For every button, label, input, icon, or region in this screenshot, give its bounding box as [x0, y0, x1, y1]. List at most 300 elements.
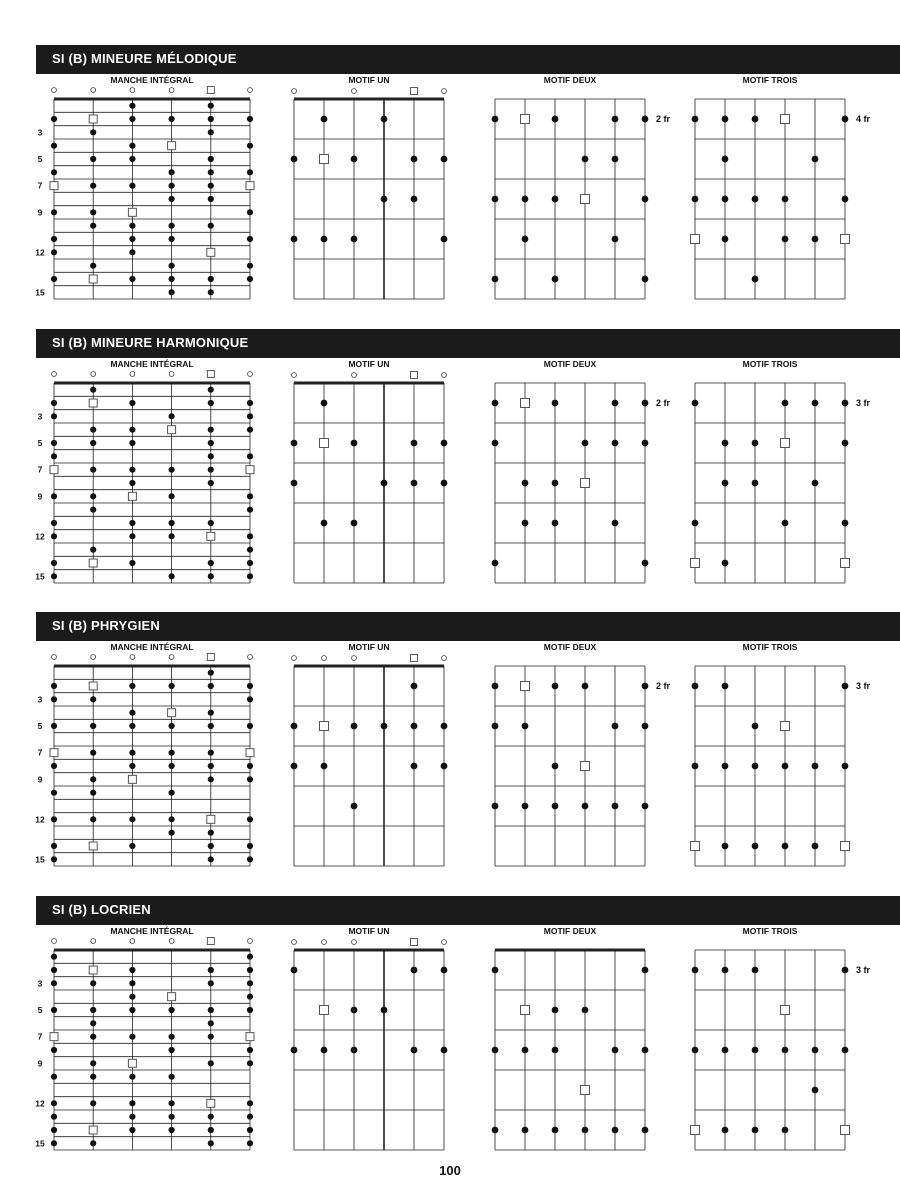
note-dot: [321, 116, 328, 123]
open-root-square: [411, 655, 418, 662]
root-note-square: [581, 195, 590, 204]
note-dot: [247, 493, 253, 499]
open-root-square: [207, 654, 214, 661]
note-dot: [247, 143, 253, 149]
note-dot: [612, 400, 619, 407]
note-dot: [90, 1074, 96, 1080]
root-note-square: [691, 235, 700, 244]
root-note-square: [841, 235, 850, 244]
open-string-circle: [130, 939, 135, 944]
open-string-circle: [442, 89, 447, 94]
diagram-title: MANCHE INTÉGRAL: [110, 359, 194, 369]
note-dot: [169, 493, 175, 499]
note-dot: [129, 750, 135, 756]
note-dot: [722, 196, 729, 203]
note-dot: [129, 400, 135, 406]
pattern-grid: [495, 950, 645, 1150]
note-dot: [247, 560, 253, 566]
note-dot: [782, 196, 789, 203]
note-dot: [642, 1127, 649, 1134]
note-dot: [90, 183, 96, 189]
fret-number: 5: [37, 1005, 43, 1015]
note-dot: [812, 480, 819, 487]
note-dot: [169, 467, 175, 473]
note-dot: [321, 1047, 328, 1054]
diagram-title: MOTIF TROIS: [742, 926, 798, 936]
fret-number: 7: [37, 180, 43, 191]
note-dot: [169, 790, 175, 796]
note-dot: [351, 723, 358, 730]
root-note-square: [841, 842, 850, 851]
note-dot: [582, 1007, 589, 1014]
note-dot: [169, 169, 175, 175]
note-dot: [441, 440, 448, 447]
note-dot: [247, 1127, 253, 1133]
note-dot: [492, 276, 499, 283]
note-dot: [90, 427, 96, 433]
note-dot: [582, 440, 589, 447]
note-dot: [169, 723, 175, 729]
fret-number: 7: [37, 747, 43, 758]
note-dot: [492, 196, 499, 203]
note-dot: [51, 413, 57, 419]
note-dot: [129, 994, 135, 1000]
note-dot: [441, 236, 448, 243]
note-dot: [321, 236, 328, 243]
diagram-title: MOTIF DEUX: [543, 359, 597, 369]
note-dot: [51, 453, 57, 459]
fret-position-label: 2 fr: [656, 114, 671, 124]
note-dot: [90, 1007, 96, 1013]
note-dot: [129, 156, 135, 162]
open-string-circle: [52, 655, 57, 660]
note-dot: [692, 520, 699, 527]
note-dot: [582, 156, 589, 163]
open-string-circle: [130, 655, 135, 660]
note-dot: [208, 467, 214, 473]
open-string-circle: [248, 88, 253, 93]
note-dot: [247, 994, 253, 1000]
fret-position-label: 3 fr: [856, 965, 871, 975]
note-dot: [492, 560, 499, 567]
note-dot: [247, 1140, 253, 1146]
note-dot: [51, 116, 57, 122]
note-dot: [208, 169, 214, 175]
note-dot: [812, 763, 819, 770]
note-dot: [129, 480, 135, 486]
note-dot: [582, 1127, 589, 1134]
note-dot: [812, 843, 819, 850]
open-string-circle: [91, 939, 96, 944]
note-dot: [247, 400, 253, 406]
note-dot: [129, 1114, 135, 1120]
note-dot: [90, 723, 96, 729]
note-dot: [752, 196, 759, 203]
note-dot: [129, 1100, 135, 1106]
note-dot: [51, 856, 57, 862]
note-dot: [208, 560, 214, 566]
open-string-circle: [292, 656, 297, 661]
note-dot: [492, 400, 499, 407]
note-dot: [51, 1047, 57, 1053]
note-dot: [247, 116, 253, 122]
fret-number: 12: [35, 1098, 45, 1109]
note-dot: [247, 763, 253, 769]
note-dot: [812, 1047, 819, 1054]
open-string-circle: [248, 655, 253, 660]
root-note-square: [246, 182, 254, 190]
open-string-circle: [352, 89, 357, 94]
note-dot: [90, 1020, 96, 1026]
note-dot: [51, 1100, 57, 1106]
note-dot: [90, 156, 96, 162]
note-dot: [642, 1047, 649, 1054]
note-dot: [842, 440, 849, 447]
fret-number: 5: [37, 154, 43, 164]
note-dot: [381, 723, 388, 730]
note-dot: [441, 967, 448, 974]
section-banner: [36, 329, 900, 358]
note-dot: [208, 183, 214, 189]
note-dot: [208, 763, 214, 769]
note-dot: [169, 1034, 175, 1040]
root-note-square: [246, 749, 254, 757]
open-root-square: [411, 939, 418, 946]
note-dot: [129, 276, 135, 282]
note-dot: [129, 710, 135, 716]
open-string-circle: [169, 88, 174, 93]
pattern-grid: [495, 383, 645, 583]
note-dot: [247, 507, 253, 513]
note-dot: [247, 1060, 253, 1066]
root-note-square: [841, 1126, 850, 1135]
root-note-square: [581, 1086, 590, 1095]
root-note-square: [128, 775, 136, 783]
note-dot: [129, 1007, 135, 1013]
note-dot: [812, 156, 819, 163]
note-dot: [129, 520, 135, 526]
open-root-square: [207, 938, 214, 945]
fret-position-label: 4 fr: [856, 114, 871, 124]
note-dot: [752, 723, 759, 730]
note-dot: [51, 276, 57, 282]
root-note-square: [207, 1099, 215, 1107]
note-dot: [247, 169, 253, 175]
note-dot: [842, 400, 849, 407]
note-dot: [90, 696, 96, 702]
note-dot: [351, 440, 358, 447]
note-dot: [612, 1047, 619, 1054]
note-dot: [51, 1074, 57, 1080]
note-dot: [208, 670, 214, 676]
open-string-circle: [352, 656, 357, 661]
diagram-title: MOTIF TROIS: [742, 642, 798, 652]
note-dot: [842, 763, 849, 770]
note-dot: [129, 223, 135, 229]
note-dot: [129, 1034, 135, 1040]
note-dot: [51, 400, 57, 406]
note-dot: [552, 480, 559, 487]
note-dot: [169, 263, 175, 269]
root-note-square: [89, 682, 97, 690]
note-dot: [51, 696, 57, 702]
full-neck-grid: [54, 383, 250, 583]
note-dot: [90, 467, 96, 473]
note-dot: [247, 954, 253, 960]
note-dot: [51, 1140, 57, 1146]
note-dot: [642, 723, 649, 730]
fret-number: 9: [37, 1058, 43, 1069]
open-string-circle: [442, 373, 447, 378]
pattern-grid: [294, 383, 444, 583]
note-dot: [90, 750, 96, 756]
note-dot: [612, 1127, 619, 1134]
note-dot: [381, 480, 388, 487]
open-string-circle: [352, 373, 357, 378]
note-dot: [208, 103, 214, 109]
note-dot: [441, 156, 448, 163]
note-dot: [411, 156, 418, 163]
note-dot: [411, 196, 418, 203]
note-dot: [812, 1087, 819, 1094]
note-dot: [169, 223, 175, 229]
note-dot: [169, 1047, 175, 1053]
scale-section: [0, 612, 900, 894]
note-dot: [291, 723, 298, 730]
root-note-square: [128, 208, 136, 216]
note-dot: [129, 967, 135, 973]
root-note-square: [691, 559, 700, 568]
note-dot: [782, 843, 789, 850]
note-dot: [247, 547, 253, 553]
note-dot: [129, 103, 135, 109]
note-dot: [208, 129, 214, 135]
note-dot: [752, 1127, 759, 1134]
open-string-circle: [442, 940, 447, 945]
note-dot: [642, 967, 649, 974]
note-dot: [381, 196, 388, 203]
note-dot: [552, 763, 559, 770]
note-dot: [247, 453, 253, 459]
note-dot: [208, 710, 214, 716]
note-dot: [247, 533, 253, 539]
open-string-circle: [248, 372, 253, 377]
note-dot: [722, 440, 729, 447]
note-dot: [842, 967, 849, 974]
note-dot: [51, 249, 57, 255]
note-dot: [842, 683, 849, 690]
note-dot: [208, 427, 214, 433]
diagram-title: MOTIF UN: [348, 359, 390, 369]
note-dot: [51, 209, 57, 215]
diagram-title: MOTIF DEUX: [543, 75, 597, 85]
note-dot: [782, 236, 789, 243]
open-root-square: [411, 88, 418, 95]
note-dot: [582, 683, 589, 690]
root-note-square: [89, 275, 97, 283]
note-dot: [208, 967, 214, 973]
note-dot: [90, 776, 96, 782]
root-note-square: [89, 399, 97, 407]
note-dot: [169, 276, 175, 282]
note-dot: [208, 1007, 214, 1013]
open-string-circle: [91, 372, 96, 377]
fret-number: 9: [37, 774, 43, 785]
fret-number: 12: [35, 814, 45, 825]
note-dot: [642, 400, 649, 407]
note-dot: [552, 1127, 559, 1134]
note-dot: [90, 1140, 96, 1146]
note-dot: [642, 440, 649, 447]
note-dot: [291, 1047, 298, 1054]
note-dot: [51, 843, 57, 849]
diagram-row: [0, 641, 900, 894]
note-dot: [782, 1127, 789, 1134]
note-dot: [51, 954, 57, 960]
fret-position-label: 3 fr: [856, 398, 871, 408]
note-dot: [247, 967, 253, 973]
full-neck-grid: [54, 666, 250, 866]
note-dot: [441, 1047, 448, 1054]
open-string-circle: [52, 88, 57, 93]
fret-number: 5: [37, 438, 43, 448]
note-dot: [208, 573, 214, 579]
note-dot: [129, 143, 135, 149]
note-dot: [90, 223, 96, 229]
note-dot: [90, 547, 96, 553]
note-dot: [441, 763, 448, 770]
note-dot: [692, 763, 699, 770]
note-dot: [90, 1060, 96, 1066]
note-dot: [642, 116, 649, 123]
note-dot: [351, 156, 358, 163]
root-note-square: [781, 722, 790, 731]
fret-number: 9: [37, 491, 43, 502]
note-dot: [522, 803, 529, 810]
note-dot: [351, 1047, 358, 1054]
note-dot: [247, 413, 253, 419]
note-dot: [411, 723, 418, 730]
note-dot: [169, 816, 175, 822]
note-dot: [552, 1007, 559, 1014]
note-dot: [247, 980, 253, 986]
note-dot: [752, 480, 759, 487]
note-dot: [752, 1047, 759, 1054]
note-dot: [51, 967, 57, 973]
note-dot: [812, 400, 819, 407]
pattern-grid: [495, 666, 645, 866]
note-dot: [208, 1020, 214, 1026]
note-dot: [51, 980, 57, 986]
note-dot: [522, 196, 529, 203]
note-dot: [752, 440, 759, 447]
note-dot: [90, 1034, 96, 1040]
root-note-square: [781, 1006, 790, 1015]
note-dot: [129, 1074, 135, 1080]
note-dot: [722, 116, 729, 123]
note-dot: [692, 683, 699, 690]
root-note-square: [168, 142, 176, 150]
open-string-circle: [248, 939, 253, 944]
note-dot: [90, 129, 96, 135]
note-dot: [208, 453, 214, 459]
note-dot: [51, 723, 57, 729]
note-dot: [411, 967, 418, 974]
note-dot: [208, 683, 214, 689]
root-note-square: [89, 115, 97, 123]
note-dot: [692, 967, 699, 974]
open-root-square: [411, 372, 418, 379]
note-dot: [169, 520, 175, 526]
note-dot: [51, 790, 57, 796]
note-dot: [722, 763, 729, 770]
note-dot: [208, 116, 214, 122]
note-dot: [522, 1127, 529, 1134]
note-dot: [129, 816, 135, 822]
note-dot: [247, 1114, 253, 1120]
root-note-square: [320, 722, 329, 731]
note-dot: [208, 223, 214, 229]
fret-number: 15: [35, 854, 45, 865]
root-note-square: [207, 815, 215, 823]
note-dot: [208, 723, 214, 729]
note-dot: [208, 1034, 214, 1040]
note-dot: [351, 236, 358, 243]
note-dot: [441, 723, 448, 730]
diagram-title: MANCHE INTÉGRAL: [110, 642, 194, 652]
note-dot: [522, 480, 529, 487]
fret-number: 12: [35, 247, 45, 258]
note-dot: [129, 467, 135, 473]
note-dot: [612, 156, 619, 163]
root-note-square: [89, 966, 97, 974]
note-dot: [208, 440, 214, 446]
note-dot: [247, 209, 253, 215]
note-dot: [522, 520, 529, 527]
note-dot: [642, 683, 649, 690]
note-dot: [842, 116, 849, 123]
note-dot: [129, 533, 135, 539]
note-dot: [90, 980, 96, 986]
note-dot: [51, 236, 57, 242]
note-dot: [381, 116, 388, 123]
open-string-circle: [169, 372, 174, 377]
note-dot: [129, 116, 135, 122]
note-dot: [129, 249, 135, 255]
note-dot: [169, 183, 175, 189]
note-dot: [552, 196, 559, 203]
note-dot: [692, 400, 699, 407]
note-dot: [208, 843, 214, 849]
note-dot: [208, 776, 214, 782]
note-dot: [169, 1100, 175, 1106]
note-dot: [247, 427, 253, 433]
note-dot: [51, 816, 57, 822]
note-dot: [51, 169, 57, 175]
note-dot: [612, 116, 619, 123]
root-note-square: [128, 1059, 136, 1067]
root-note-square: [128, 492, 136, 500]
note-dot: [247, 1007, 253, 1013]
root-note-square: [521, 115, 530, 124]
root-note-square: [207, 532, 215, 540]
note-dot: [169, 196, 175, 202]
note-dot: [552, 276, 559, 283]
note-dot: [642, 196, 649, 203]
note-dot: [782, 400, 789, 407]
note-dot: [208, 1140, 214, 1146]
note-dot: [129, 683, 135, 689]
